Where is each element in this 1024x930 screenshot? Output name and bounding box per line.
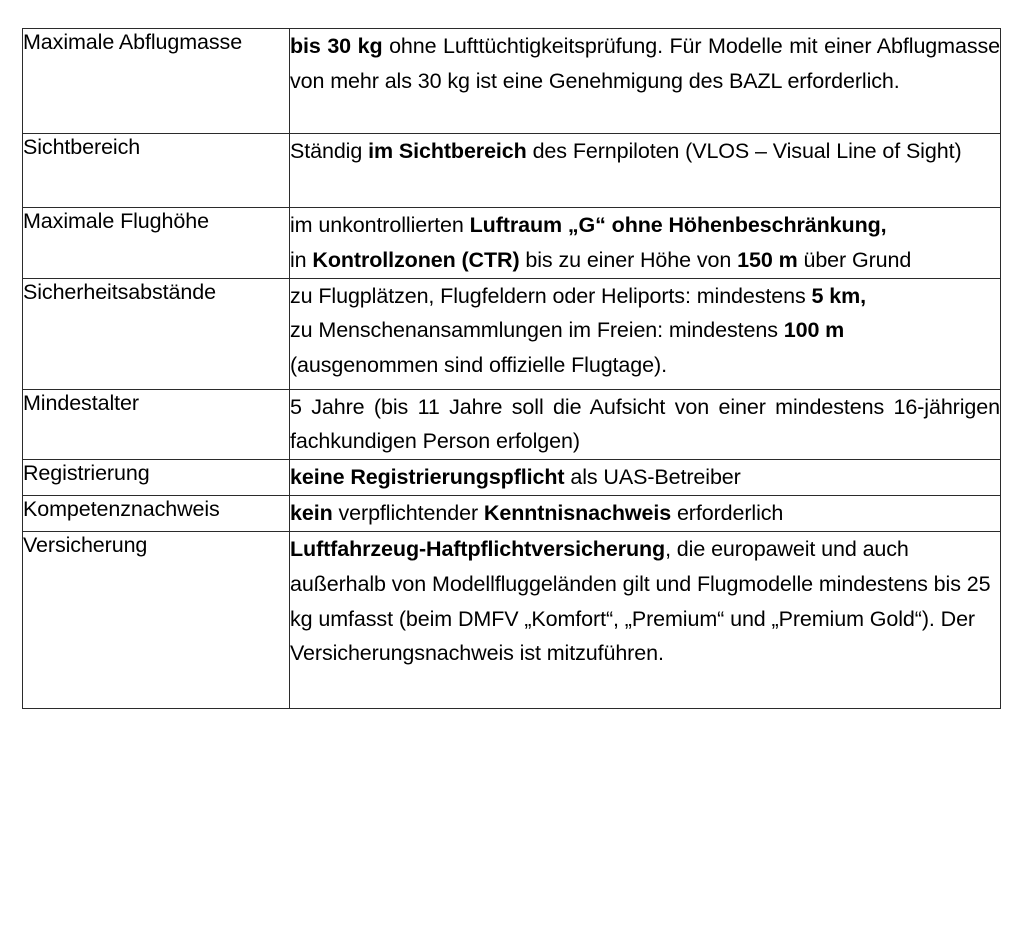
row-value-cell [290,531,1001,708]
table-row [23,531,1001,708]
table-row [23,134,1001,208]
row-label: Kompetenznachweis [23,497,220,522]
row-label-cell [23,389,290,460]
row-value-cell [290,389,1001,460]
row-label-cell [23,496,290,532]
table-row [23,496,1001,532]
row-value-rich: Luftfahrzeug-Haftpflichtversicherung, die europaweit und auch außerhalb von Modellfluggeländen gilt und Flugmodelle mindestens bis 25 kg umfasst (beim DMFV „Komfort“, „Premium“ und „Premium Gold“). Der Versicherungsnachweis ist mitzuführen. [290,536,991,666]
row-value-rich: im unkontrollierten Luftraum „G“ ohne Höhenbeschränkung, in Kontrollzonen (CTR) bis zu einer Höhe von 150 m über Grund [290,213,912,272]
row-label: Registrierung [23,461,150,486]
regulations-table [22,28,1001,709]
row-label-cell [23,208,290,279]
row-label: Mindestalter [23,390,139,415]
table-row [23,208,1001,279]
row-value-rich: 5 Jahre (bis 11 Jahre soll die Aufsicht von einer mindestens 16-jährigen fachkundigen Person erfolgen) [290,394,1000,454]
row-value-rich: bis 30 kg ohne Lufttüchtigkeitsprüfung. Für Modelle mit einer Abflugmasse von mehr als 30 kg ist eine Genehmigung des BAZL erforderlich. [290,34,1000,93]
row-value-cell [290,29,1001,134]
row-label-cell [23,29,290,134]
table-row [23,389,1001,460]
row-label-cell [23,460,290,496]
row-label-cell [23,278,290,389]
table-row [23,29,1001,134]
table-row [23,278,1001,389]
row-value-rich: kein verpflichtender Kenntnisnachweis erforderlich [290,501,784,526]
row-value-rich: zu Flugplätzen, Flugfeldern oder Heliports: mindestens 5 km, zu Menschenansammlungen im Freien: mindestens 100 m (ausgenommen sind offizielle Flugtage). [290,283,867,378]
row-value-cell [290,134,1001,208]
table-row [23,460,1001,496]
table-body [23,29,1001,709]
row-value-cell [290,496,1001,532]
row-value-rich: Ständig im Sichtbereich des Fernpiloten (VLOS – Visual Line of Sight) [290,139,962,163]
row-value-cell [290,460,1001,496]
row-label: Sichtbereich [23,135,141,159]
row-label: Maximale Flughöhe [23,209,209,233]
row-label-cell [23,134,290,208]
row-label: Sicherheitsabstände [23,279,216,304]
row-label: Maximale Abflugmasse [23,30,243,54]
row-label: Versicherung [23,532,148,557]
row-label-cell [23,531,290,708]
row-value-rich: keine Registrierungspflicht als UAS-Betreiber [290,465,741,490]
row-value-cell [290,278,1001,389]
row-value-cell [290,208,1001,279]
